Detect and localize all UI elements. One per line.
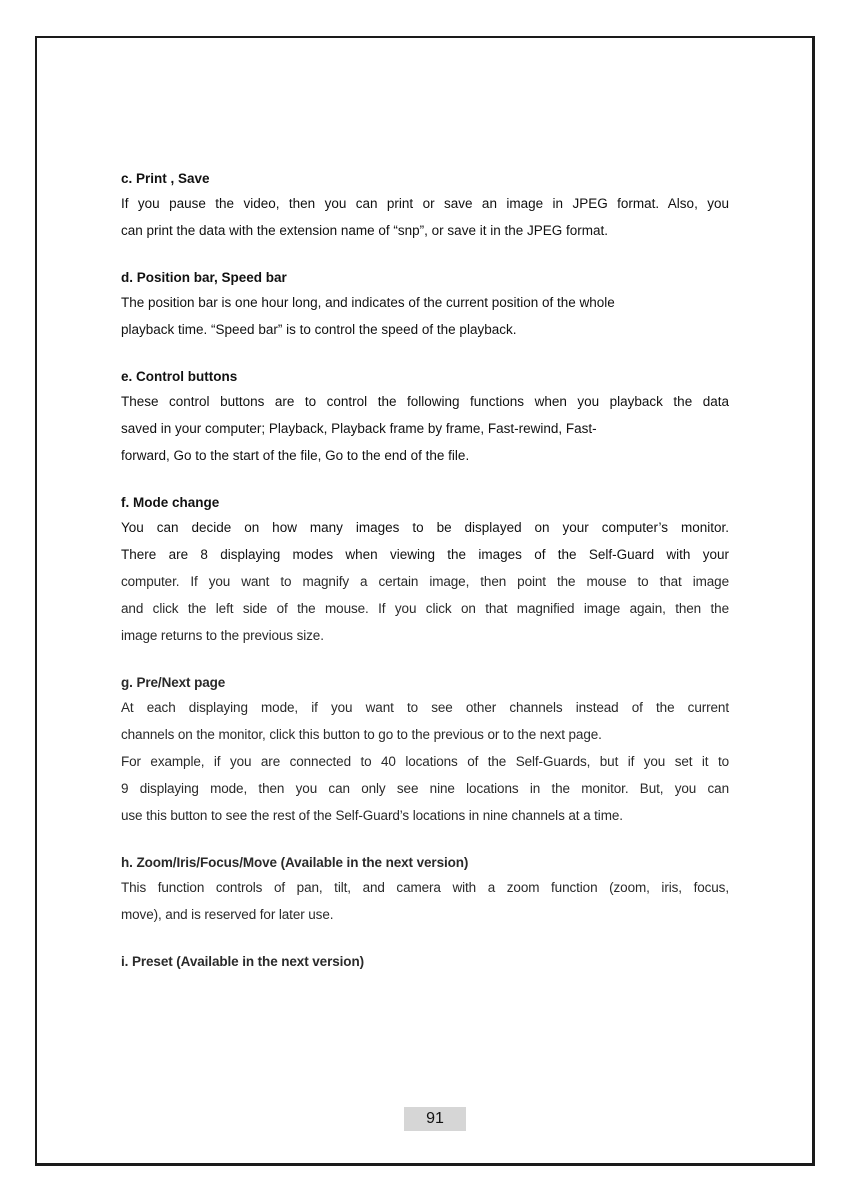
paragraph-line: and click the left side of the mouse. If you click on that magnified image again, then the [121, 601, 729, 616]
section-heading: h. Zoom/Iris/Focus/Move (Available in the next version) [121, 855, 469, 870]
section-print-save [121, 168, 729, 244]
paragraph-line: If you pause the video, then you can print or save an image in JPEG format. Also, you [121, 196, 729, 211]
paragraph-line: There are 8 displaying modes when viewing the images of the Self-Guard with your [121, 547, 729, 562]
section-heading: f. Mode change [121, 495, 220, 510]
paragraph-line: At each displaying mode, if you want to see other channels instead of the current [121, 700, 729, 715]
paragraph-line: move), and is reserved for later use. [121, 907, 334, 922]
section-paragraph [121, 874, 729, 928]
paragraph-line: For example, if you are connected to 40 locations of the Self-Guards, but if you set it to [121, 754, 729, 769]
paragraph-line: playback time. “Speed bar” is to control the speed of the playback. [121, 322, 517, 337]
paragraph-line: channels on the monitor, click this button to go to the previous or to the next page. [121, 727, 602, 742]
paragraph-line: can print the data with the extension name of “snp”, or save it in the JPEG format. [121, 223, 608, 238]
section-paragraph [121, 289, 729, 343]
paragraph-line: use this button to see the rest of the Self-Guard’s locations in nine channels at a time. [121, 808, 623, 823]
section-pre-next-page [121, 672, 729, 829]
paragraph-line: These control buttons are to control the following functions when you playback the data [121, 394, 729, 409]
section-paragraph [121, 190, 729, 244]
section-paragraph [121, 694, 729, 829]
section-control-buttons [121, 366, 729, 469]
paragraph-line: The position bar is one hour long, and indicates of the current position of the whole [121, 295, 615, 310]
page-number: 91 [404, 1107, 466, 1131]
section-heading: d. Position bar, Speed bar [121, 270, 287, 285]
section-heading: e. Control buttons [121, 369, 238, 384]
section-zoom-iris-focus-move [121, 852, 729, 928]
section-position-speed-bar [121, 267, 729, 343]
section-heading: g. Pre/Next page [121, 675, 226, 690]
paragraph-line: computer. If you want to magnify a certain image, then point the mouse to that image [121, 574, 729, 589]
paragraph-line: This function controls of pan, tilt, and camera with a zoom function (zoom, iris, focus, [121, 880, 729, 895]
paragraph-line: saved in your computer; Playback, Playback frame by frame, Fast-rewind, Fast- [121, 421, 597, 436]
section-paragraph [121, 514, 729, 649]
section-paragraph [121, 388, 729, 469]
paragraph-line: image returns to the previous size. [121, 628, 324, 643]
paragraph-line: 9 displaying mode, then you can only see nine locations in the monitor. But, you can [121, 781, 729, 796]
paragraph-line: forward, Go to the start of the file, Go to the end of the file. [121, 448, 470, 463]
section-heading: i. Preset (Available in the next version) [121, 954, 364, 969]
section-preset [121, 951, 729, 973]
section-mode-change [121, 492, 729, 649]
document-body [121, 168, 729, 996]
paragraph-line: You can decide on how many images to be displayed on your computer’s monitor. [121, 520, 729, 535]
section-heading: c. Print , Save [121, 171, 210, 186]
